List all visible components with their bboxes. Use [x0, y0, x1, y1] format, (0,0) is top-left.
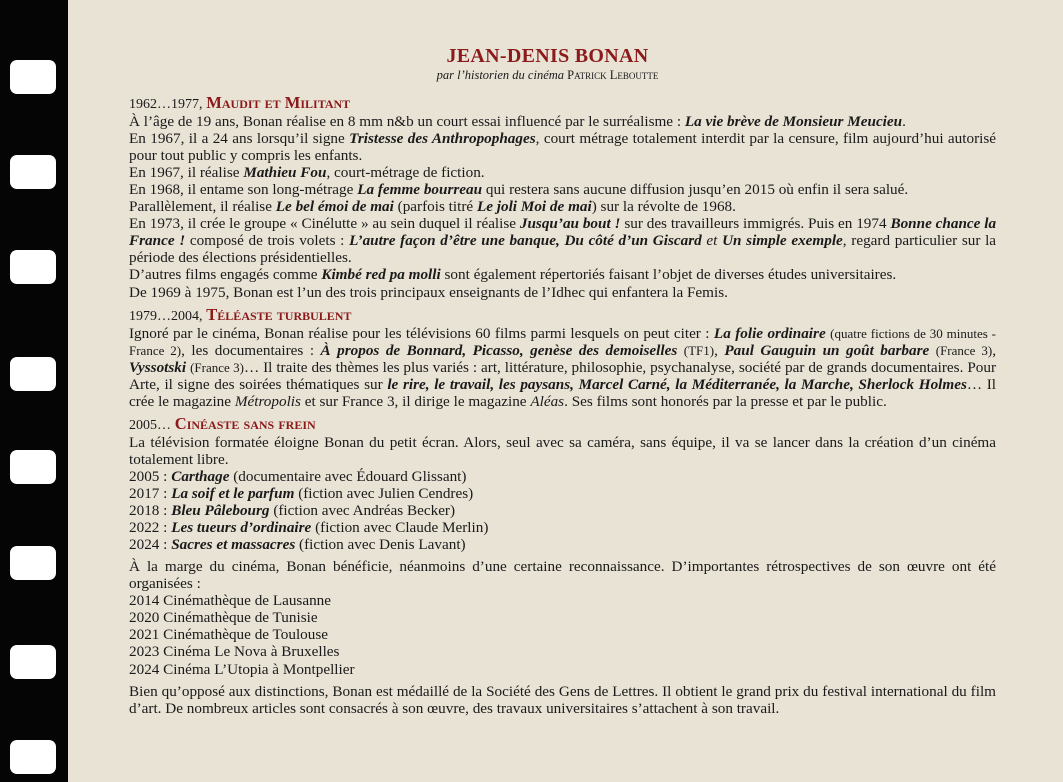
film-year: 2018 : [129, 502, 168, 520]
film-title: À propos de Bonnard, Picasso, genèse des demoiselles [320, 341, 678, 359]
section-title: Maudit et Militant [206, 93, 351, 112]
paragraph [129, 181, 996, 198]
paragraph [129, 130, 996, 164]
paragraph: À la marge du cinéma, Bonan bénéficie, néanmoins d’une certaine reconnaissance. D’importantes rétrospectives de son œuvre ont été organisées : [129, 558, 996, 593]
text: . Ses films sont honorés par la presse et par le public. [564, 392, 887, 410]
section-years: 1979…2004, [129, 308, 203, 324]
text: Parallèlement, il réalise [129, 198, 272, 216]
text: , les documentaires : [181, 341, 315, 359]
page-title: JEAN-DENIS BONAN [446, 45, 649, 67]
film-perforation [10, 155, 56, 189]
film-strip-border [0, 0, 68, 782]
paragraph [129, 113, 996, 130]
film-title: La folie ordinaire [713, 324, 826, 342]
text: ) sur la révolte de 1968. [591, 198, 736, 216]
film-perforation [10, 250, 56, 284]
film-title: La vie brève de Monsieur Meucieu [684, 113, 903, 131]
film-title: Le joli Moi de mai [476, 198, 592, 216]
text: , [555, 232, 560, 250]
list-item [129, 485, 996, 502]
film-title: Tristesse des Anthropophages [349, 130, 536, 148]
text: (parfois titré [397, 198, 474, 216]
film-title: Bonne chance la France ! [129, 215, 997, 250]
section-years: 2005… [129, 417, 171, 433]
film-note: (fiction avec Denis Lavant) [299, 536, 466, 554]
film-perforation [10, 450, 56, 484]
text: et sur France 3, il dirige le magazine [304, 392, 527, 410]
film-title: Jusqu’au bout ! [519, 215, 621, 233]
text: sur des travailleurs immigrés. Puis en 1974 [624, 215, 887, 233]
list-item: 2023 Cinéma Le Nova à Bruxelles [129, 643, 340, 661]
paragraph [129, 164, 996, 181]
text: … Il traite des thèmes les plus variés : art, littérature, philosophie, psychanalyse, société par de grands documentaires. Pour Arte, il signe des soirées thématiques sur [129, 358, 997, 393]
list-item: 2021 Cinémathèque de Toulouse [129, 626, 329, 644]
text: En 1973, il crée le groupe « Cinélutte » au sein duquel il réalise [129, 215, 517, 233]
text: D’autres films engagés comme [129, 266, 318, 284]
section-title: Téléaste turbulent [206, 304, 352, 324]
text: En 1967, il réalise [129, 164, 240, 182]
film-title: Les tueurs d’ordinaire [171, 519, 312, 537]
text: En 1967, il a 24 ans lorsqu’il signe [129, 130, 345, 148]
text: , court métrage totalement interdit par la censure, film aujourd’hui autorisé pour tout public y compris les enfants. [129, 130, 996, 165]
page-subtitle [99, 68, 996, 83]
text: À l’âge de 19 ans, Bonan réalise en 8 mm n&b un court essai influencé par le surréalisme : [129, 113, 682, 131]
paragraph [129, 325, 996, 410]
film-title: Vyssotski [129, 358, 187, 376]
film-title: L’autre façon d’être une banque [349, 232, 556, 250]
subtitle-prefix: par l’historien du cinéma [436, 68, 565, 82]
film-title: La soif et le parfum [171, 485, 295, 503]
film-perforation [10, 357, 56, 391]
film-perforation [10, 60, 56, 94]
film-title: La femme bourreau [357, 181, 483, 199]
film-title: Mathieu Fou [243, 164, 327, 182]
text: composé de trois volets : [189, 232, 345, 250]
list-item: 2020 Cinémathèque de Tunisie [129, 609, 318, 627]
list-item [129, 519, 996, 536]
list-item [129, 536, 996, 553]
text: (France 3) [190, 359, 244, 375]
film-note: (fiction avec Andréas Becker) [273, 502, 456, 520]
section-heading-1 [129, 94, 996, 113]
section-heading-3 [129, 415, 996, 434]
film-title: Du côté d’un Giscard [564, 232, 702, 250]
text: , court-métrage de fiction. [326, 164, 485, 182]
filmography-list [129, 468, 996, 553]
film-title: Paul Gauguin un goût barbare [724, 341, 930, 359]
text: … Il crée le magazine [129, 375, 997, 410]
subtitle-author: Patrick Leboutte [567, 68, 659, 82]
film-title: Sacres et massacres [171, 536, 296, 554]
paragraph: La télévision formatée éloigne Bonan du petit écran. Alors, seul avec sa caméra, sans équipe, il va se lancer dans la création d’un cinéma totalement libre. [129, 433, 996, 468]
text: (quatre fictions de 30 minutes - France 2) [129, 325, 997, 358]
film-note: (documentaire avec Édouard Glissant) [233, 467, 467, 485]
film-title: Bleu Pâlebourg [171, 502, 270, 520]
retrospectives-list [129, 592, 996, 677]
film-note: (fiction avec Claude Merlin) [315, 519, 489, 537]
film-year: 2005 : [129, 467, 168, 485]
list-item: 2024 Cinéma L’Utopia à Montpellier [129, 660, 355, 678]
list-item: 2014 Cinémathèque de Lausanne [129, 592, 332, 610]
film-perforation [10, 546, 56, 580]
text: , [714, 341, 718, 359]
list-item [129, 502, 996, 519]
paragraph: De 1969 à 1975, Bonan est l’un des trois principaux enseignants de l’Idhec qui enfantera la Femis. [129, 283, 728, 301]
text: , [992, 341, 996, 359]
film-perforation [10, 740, 56, 774]
film-title: Carthage [171, 467, 230, 485]
text: En 1968, il entame son long-métrage [129, 181, 354, 199]
text: Ignoré par le cinéma, Bonan réalise pour les télévisions 60 films parmi lesquels on peut citer : [129, 324, 710, 342]
section-years: 1962…1977, [129, 97, 203, 112]
film-year: 2017 : [129, 485, 168, 503]
film-title: Kimbé red pa molli [321, 266, 441, 284]
list-item [129, 468, 996, 485]
magazine-title: Métropolis [234, 392, 301, 410]
text: (TF1) [683, 342, 715, 358]
text: (France 3) [935, 342, 993, 358]
magazine-title: Aléas [530, 392, 565, 410]
paragraph: Bien qu’opposé aux distinctions, Bonan est médaillé de la Société des Gens de Lettres. Il obtient le grand prix du festival international du film d’art. De nombreux articles sont consacrés à son œuvre, des travaux universitaires s’attachent à son travail. [129, 682, 996, 717]
biography-page [129, 44, 996, 717]
paragraph [129, 198, 996, 215]
film-title: Le bel émoi de mai [275, 198, 394, 216]
paragraph [129, 266, 996, 283]
section-title: Cinéaste sans frein [174, 413, 316, 433]
text: qui restera sans aucune diffusion jusqu’en 2015 où enfin il sera salué. [485, 181, 909, 199]
text: sont également répertoriés faisant l’objet de diverses études universitaires. [444, 266, 897, 284]
film-year: 2024 : [129, 536, 168, 554]
text: , regard particulier sur la période des élections présidentielles. [129, 232, 997, 267]
text: et [706, 232, 718, 250]
film-note: (fiction avec Julien Cendres) [298, 485, 474, 503]
film-title: le rire, le travail, les paysans, Marcel Carné, la Méditerranée, la Marche, Sherlock Holmes [387, 375, 967, 393]
film-year: 2022 : [129, 519, 168, 537]
text: . [902, 113, 906, 131]
section-heading-2 [129, 306, 996, 325]
paragraph [129, 215, 996, 266]
film-perforation [10, 645, 56, 679]
film-title: Un simple exemple [722, 232, 843, 250]
